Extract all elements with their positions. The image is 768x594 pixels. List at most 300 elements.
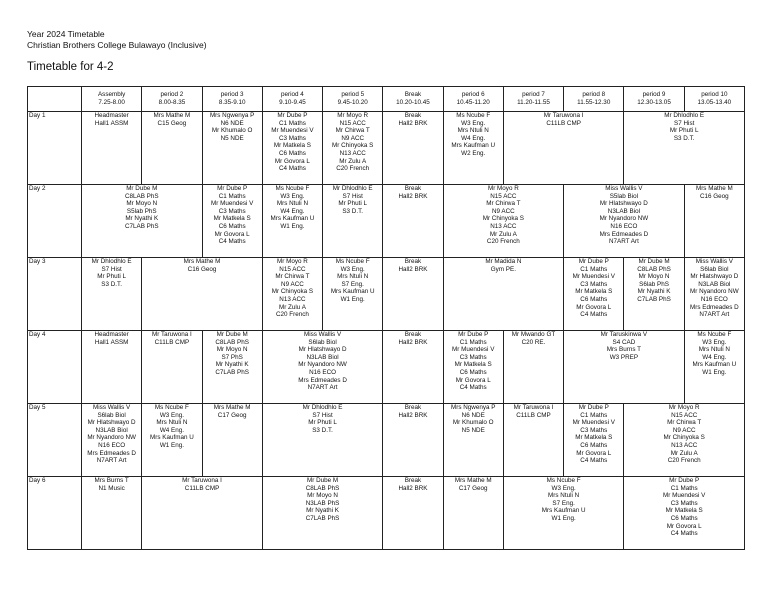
lesson-line: C6 Maths <box>278 149 306 157</box>
lesson-line: C6 Maths <box>580 441 608 449</box>
lesson-line: N3LAB PhS <box>305 499 340 507</box>
lesson-cell <box>503 331 563 404</box>
lesson-line: Mr Moyo R <box>277 258 308 265</box>
lesson-line: C11LB CMP <box>154 338 190 346</box>
lesson-line: C20 French <box>486 238 520 246</box>
period-time: 12.30-13.05 <box>637 99 671 106</box>
lesson-line: Mr Dhlodhlo E <box>332 185 373 192</box>
lesson-cell <box>564 404 624 477</box>
lesson-line: Mrs Edmeades D <box>599 230 649 238</box>
lesson-line: Mr Moyo N <box>638 273 670 281</box>
lesson-line: Mr Khumalo O <box>211 127 253 135</box>
lesson-line: Hall2 BRK <box>398 119 428 127</box>
lesson-cell <box>443 331 503 404</box>
period-name: period 9 <box>642 91 666 99</box>
lesson-line: N7ART Art <box>608 238 639 246</box>
period-name: period 5 <box>341 91 365 99</box>
lesson-line: Mr Dube P <box>217 185 248 192</box>
lesson-line: Mr Dube P <box>458 331 489 338</box>
lesson-cell <box>443 477 503 550</box>
lesson-line: W1 Eng. <box>280 222 305 230</box>
lesson-line: Mr Hlatshwayo D <box>690 273 739 281</box>
day-label: Day 2 <box>28 185 82 258</box>
lesson-cell <box>262 112 322 185</box>
lesson-cell <box>142 477 263 550</box>
lesson-line: Mr Nyathi K <box>637 288 671 296</box>
day-label: Day 1 <box>28 112 82 185</box>
lesson-line: Mrs Ntuli N <box>156 419 188 427</box>
lesson-cell <box>82 185 203 258</box>
period-header <box>142 87 202 112</box>
lesson-line: C8LAB PhS <box>305 484 340 492</box>
lesson-line: Mr Khumalo O <box>452 419 494 427</box>
day-row <box>28 185 745 258</box>
lesson-line: C16 Geog <box>187 265 217 273</box>
lesson-line: Mr Nyathi K <box>306 507 339 515</box>
lesson-line: Mrs Kaufman U <box>692 361 737 369</box>
lesson-line: C6 Maths <box>218 222 246 230</box>
lesson-cell <box>383 112 443 185</box>
lesson-line: N5 NDE <box>461 426 485 434</box>
lesson-line: Mr Govora L <box>214 230 250 238</box>
lesson-cell <box>684 331 744 404</box>
lesson-line: Break <box>404 258 422 265</box>
lesson-line: Miss Wallis V <box>303 331 342 338</box>
lesson-cell <box>262 331 383 404</box>
lesson-line: N7ART Art <box>96 457 127 465</box>
lesson-line: N6 NDE <box>461 411 485 419</box>
period-header <box>202 87 262 112</box>
lesson-line: N15 ACC <box>279 265 306 273</box>
lesson-line: Hall2 BRK <box>398 338 428 346</box>
lesson-cell <box>624 477 745 550</box>
lesson-line: Mr Moyo R <box>668 404 700 411</box>
lesson-line: Mr Matkela S <box>454 361 492 369</box>
period-name: period 2 <box>160 91 184 99</box>
period-name: Break <box>404 91 422 99</box>
period-name: period 8 <box>582 91 606 99</box>
lesson-line: Gym PE. <box>490 265 516 273</box>
lesson-line: S3 D.T. <box>673 134 695 142</box>
lesson-line: Ms Ncube F <box>546 477 581 484</box>
lesson-line: Mr Govora L <box>455 376 491 384</box>
lesson-line: Mr Phuti L <box>669 127 699 135</box>
lesson-cell <box>202 404 262 477</box>
lesson-line: S7 Hist <box>342 192 363 200</box>
lesson-line: Mr Moyo N <box>216 346 248 354</box>
lesson-line: N3LAB Biol <box>607 207 640 215</box>
lesson-line: Mr Phuti L <box>97 273 126 281</box>
lesson-line: C3 Maths <box>580 280 608 288</box>
lesson-cell <box>503 404 563 477</box>
lesson-line: Mrs Ntuli N <box>548 492 580 500</box>
period-header <box>684 87 744 112</box>
lesson-line: N6 NDE <box>220 119 244 127</box>
lesson-cell <box>202 331 262 404</box>
lesson-line: N15 ACC <box>490 192 517 200</box>
lesson-line: Headmaster <box>94 331 129 338</box>
lesson-line: Mr Dube M <box>216 331 248 338</box>
lesson-line: W3 Eng. <box>340 265 365 273</box>
lesson-line: Mrs Edmeades D <box>87 449 136 457</box>
lesson-line: C1 Maths <box>459 338 487 346</box>
lesson-line: Mr Zulu A <box>339 157 367 165</box>
lesson-line: Break <box>404 331 422 338</box>
lesson-line: C7LAB PhS <box>637 295 671 303</box>
lesson-line: Mr Chinyoka S <box>663 434 705 442</box>
lesson-cell <box>323 258 383 331</box>
lesson-line: N16 ECO <box>98 441 126 449</box>
lesson-line: Mr Muendesi V <box>663 492 706 500</box>
lesson-cell <box>323 112 383 185</box>
lesson-line: C1 Maths <box>580 265 608 273</box>
lesson-line: Mr Nyathi K <box>125 215 159 223</box>
lesson-line: N16 ECO <box>700 295 728 303</box>
lesson-line: Mr Dube P <box>277 112 308 119</box>
lesson-line: C6 Maths <box>459 368 487 376</box>
lesson-line: N7ART Art <box>307 384 338 392</box>
lesson-cell <box>564 185 685 258</box>
lesson-line: Mr Nyandoro NW <box>690 288 739 296</box>
lesson-line: N5 NDE <box>220 134 244 142</box>
day-label: Day 6 <box>28 477 82 550</box>
lesson-line: C8LAB PhS <box>637 265 671 273</box>
lesson-line: Hall2 BRK <box>398 192 428 200</box>
lesson-line: Mr Matkela S <box>213 215 251 223</box>
lesson-line: Hall1 ASSM <box>94 119 129 127</box>
lesson-line: N3LAB Biol <box>698 280 731 288</box>
lesson-line: Mrs Ngwenya P <box>209 112 255 119</box>
lesson-line: Mr Muendesi V <box>572 273 615 281</box>
lesson-line: S6lab Biol <box>308 338 337 346</box>
school-name: Christian Brothers College Bulawayo (Inclusive) <box>27 40 207 50</box>
period-name: period 4 <box>281 91 304 99</box>
lesson-line: Mrs Kaufman U <box>330 288 375 296</box>
lesson-line: Ms Ncube F <box>275 185 310 192</box>
lesson-line: Mr Govora L <box>274 157 310 165</box>
lesson-line: Mrs Burns T <box>606 346 641 354</box>
day-row <box>28 112 745 185</box>
lesson-line: Mr Chirwa T <box>335 127 370 135</box>
lesson-line: Mr Dube M <box>638 258 670 265</box>
lesson-cell <box>82 331 142 404</box>
lesson-line: Ms Ncube F <box>154 404 189 411</box>
lesson-line: Mrs Kaufman U <box>270 215 315 223</box>
lesson-line: N9 ACC <box>491 207 515 215</box>
lesson-line: S7 Hist <box>674 119 695 127</box>
lesson-line: Mrs Mathe M <box>183 258 221 265</box>
lesson-line: Mr Taruskinwa V <box>600 331 648 338</box>
lesson-line: Mr Chinyoka S <box>482 215 524 223</box>
lesson-line: Mr Hlatshwayo D <box>87 419 136 427</box>
lesson-line: Mrs Kaufman U <box>150 434 194 442</box>
lesson-cell <box>82 477 142 550</box>
lesson-line: Mr Chirwa T <box>667 419 702 427</box>
lesson-line: Miss Wallis V <box>93 404 131 411</box>
lesson-line: S5lab Biol <box>609 192 639 200</box>
period-header <box>262 87 322 112</box>
lesson-line: Mr Matkela S <box>575 434 613 442</box>
lesson-line: Ms Ncube F <box>697 331 732 338</box>
lesson-line: Mrs Mathe M <box>213 404 251 411</box>
lesson-line: C1 Maths <box>580 411 608 419</box>
lesson-line: S5lab PhS <box>126 207 157 215</box>
period-time: 10.45-11.20 <box>456 99 490 106</box>
lesson-line: C6 Maths <box>580 295 608 303</box>
lesson-cell <box>383 258 443 331</box>
lesson-line: S6lab Biol <box>700 265 729 273</box>
lesson-line: Mr Zulu A <box>670 449 698 457</box>
day-label: Day 3 <box>28 258 82 331</box>
lesson-line: N9 ACC <box>341 134 365 142</box>
lesson-cell <box>383 185 443 258</box>
page-title: Timetable for 4-2 <box>27 61 114 73</box>
lesson-line: C11LB CMP <box>516 411 551 419</box>
lesson-line: Hall1 ASSM <box>94 338 129 346</box>
lesson-line: C7LAB PhS <box>305 514 340 522</box>
lesson-line: W3 Eng. <box>280 192 305 200</box>
lesson-line: C11LB CMP <box>546 119 581 127</box>
lesson-line: Mrs Mathe M <box>153 112 191 119</box>
lesson-line: Mr Muendesi V <box>452 346 495 354</box>
timetable-body <box>28 112 745 550</box>
lesson-line: N13 ACC <box>339 149 366 157</box>
lesson-line: Miss Wallis V <box>605 185 643 192</box>
period-header <box>323 87 383 112</box>
lesson-line: C1 Maths <box>278 119 306 127</box>
lesson-line: W3 Eng. <box>702 338 727 346</box>
lesson-line: W4 Eng. <box>280 207 305 215</box>
lesson-line: C20 French <box>336 165 370 173</box>
lesson-line: C20 French <box>275 311 309 319</box>
period-time: 11.20-11.55 <box>517 99 550 106</box>
lesson-line: Mr Matkela S <box>273 142 311 150</box>
lesson-line: Mr Madida N <box>485 258 522 265</box>
lesson-line: Ms Ncube F <box>335 258 370 265</box>
period-header <box>443 87 503 112</box>
period-name: period 3 <box>220 91 244 99</box>
period-name: period 6 <box>461 91 485 99</box>
lesson-line: Mrs Mathe M <box>695 185 733 192</box>
lesson-line: S7 Hist <box>101 265 122 273</box>
lesson-line: W3 Eng. <box>461 119 486 127</box>
lesson-line: Mrs Edmeades D <box>298 376 347 384</box>
day-row <box>28 258 745 331</box>
lesson-line: Mr Nyathi K <box>215 361 249 369</box>
lesson-cell <box>262 185 322 258</box>
lesson-line: C3 Maths <box>218 207 246 215</box>
lesson-line: Mr Dhlodhlo E <box>664 112 705 119</box>
lesson-line: Mr Moyo R <box>487 185 519 192</box>
lesson-line: C3 Maths <box>580 426 608 434</box>
period-time: 8.35-9.10 <box>218 99 246 106</box>
lesson-line: C17 Geog <box>217 411 247 419</box>
lesson-line: Mr Chinyoka S <box>332 142 374 150</box>
period-time: 10.20-10.45 <box>396 99 430 106</box>
lesson-line: C8LAB PhS <box>215 338 249 346</box>
lesson-line: Miss Wallis V <box>695 258 733 265</box>
period-name: period 10 <box>701 91 728 99</box>
period-name: period 7 <box>522 91 545 99</box>
lesson-cell <box>684 258 744 331</box>
lesson-cell <box>82 258 142 331</box>
period-header <box>82 87 142 112</box>
lesson-line: S6lab Biol <box>97 411 126 419</box>
lesson-cell <box>564 331 685 404</box>
lesson-line: Mr Moyo R <box>337 112 369 119</box>
lesson-line: Mrs Kaufman U <box>541 507 586 515</box>
lesson-line: Mrs Edmeades D <box>690 303 739 311</box>
lesson-line: N1 Music <box>98 484 125 492</box>
lesson-line: W1 Eng. <box>702 368 727 376</box>
lesson-cell <box>262 477 383 550</box>
lesson-line: Break <box>404 185 422 192</box>
lesson-line: S7 Hist <box>312 411 333 419</box>
period-header <box>383 87 443 112</box>
period-header <box>503 87 563 112</box>
lesson-line: Mrs Burns T <box>94 477 129 484</box>
lesson-line: S7 PhS <box>221 353 243 361</box>
lesson-line: Mr Zulu A <box>278 303 306 311</box>
lesson-line: Break <box>404 404 422 411</box>
lesson-line: N9 ACC <box>672 426 696 434</box>
lesson-line: Mrs Ntuli N <box>276 200 308 208</box>
lesson-line: N9 ACC <box>281 280 304 288</box>
lesson-cell <box>624 258 684 331</box>
lesson-line: C11LB CMP <box>184 484 220 492</box>
lesson-line: C4 Maths <box>580 311 608 319</box>
lesson-line: N3LAB Biol <box>95 426 128 434</box>
lesson-line: N15 ACC <box>339 119 366 127</box>
lesson-line: N13 ACC <box>490 222 517 230</box>
day-row <box>28 477 745 550</box>
lesson-line: Mr Dube P <box>578 404 609 411</box>
lesson-line: C3 Maths <box>278 134 306 142</box>
lesson-line: Headmaster <box>94 112 129 119</box>
lesson-cell <box>262 258 322 331</box>
lesson-line: Mr Dube M <box>126 185 158 192</box>
lesson-line: W3 Eng. <box>551 484 576 492</box>
lesson-cell <box>82 112 142 185</box>
lesson-line: Break <box>404 477 422 484</box>
lesson-cell <box>684 185 744 258</box>
lesson-line: N7ART Art <box>699 311 730 319</box>
lesson-line: C15 Geog <box>157 119 187 127</box>
lesson-line: C7LAB PhS <box>124 222 159 230</box>
lesson-line: Mr Phuti L <box>338 200 368 208</box>
lesson-line: Mr Moyo N <box>126 200 158 208</box>
lesson-line: C3 Maths <box>459 353 487 361</box>
lesson-line: C1 Maths <box>670 484 698 492</box>
lesson-line: Mr Govora L <box>576 303 612 311</box>
lesson-line: Mr Govora L <box>576 449 612 457</box>
timetable-grid <box>27 86 745 550</box>
lesson-line: S3 D.T. <box>101 280 122 288</box>
lesson-line: Mr Chirwa T <box>486 200 521 208</box>
lesson-line: Mr Phuti L <box>308 419 337 427</box>
lesson-cell <box>383 404 443 477</box>
lesson-line: Mr Chinyoka S <box>271 288 314 296</box>
lesson-line: Mr Muendesi V <box>210 200 254 208</box>
lesson-line: C6 Maths <box>670 514 698 522</box>
lesson-line: C7LAB PhS <box>215 368 249 376</box>
lesson-line: W4 Eng. <box>159 426 184 434</box>
lesson-line: Hall2 BRK <box>398 411 428 419</box>
lesson-cell <box>443 185 564 258</box>
lesson-line: Hall2 BRK <box>398 484 428 492</box>
lesson-cell <box>383 331 443 404</box>
lesson-line: C1 Maths <box>218 192 246 200</box>
lesson-line: C17 Geog <box>458 484 488 492</box>
lesson-line: S3 D.T. <box>342 207 364 215</box>
lesson-line: S4 CAD <box>612 338 636 346</box>
period-time: 7.25-8.00 <box>98 99 125 106</box>
period-time: 9.45-10.20 <box>337 99 368 106</box>
lesson-line: C4 Maths <box>580 457 608 465</box>
lesson-line: S7 Eng. <box>552 499 575 507</box>
lesson-line: C4 Maths <box>459 384 487 392</box>
lesson-line: C16 Geog <box>699 192 729 200</box>
lesson-line: W2 Eng. <box>461 149 486 157</box>
lesson-line: Mrs Mathe M <box>454 477 492 484</box>
lesson-line: Mr Hlatshwayo D <box>298 346 347 354</box>
lesson-line: W1 Eng. <box>340 295 365 303</box>
lesson-cell <box>503 112 624 185</box>
lesson-line: W4 Eng. <box>702 353 727 361</box>
lesson-line: Mr Nyandoro NW <box>298 361 347 369</box>
lesson-line: Mr Zulu A <box>489 230 517 238</box>
lesson-cell <box>202 185 262 258</box>
lesson-line: C4 Maths <box>670 530 698 538</box>
lesson-cell <box>202 112 262 185</box>
period-time: 11.55-12.30 <box>577 99 611 106</box>
lesson-cell <box>323 185 383 258</box>
lesson-line: Mrs Ntuli N <box>698 346 730 354</box>
lesson-line: Mr Dhlodhlo E <box>91 258 132 265</box>
lesson-cell <box>443 258 564 331</box>
lesson-line: W3 PREP <box>609 353 639 361</box>
lesson-line: Mr Taruwona I <box>513 404 554 411</box>
lesson-line: S7 Eng. <box>341 280 364 288</box>
lesson-line: Mrs Ntuli N <box>457 127 489 135</box>
lesson-cell <box>624 404 745 477</box>
lesson-cell <box>142 404 202 477</box>
lesson-cell <box>383 477 443 550</box>
lesson-line: C3 Maths <box>670 499 698 507</box>
lesson-line: N13 ACC <box>671 441 698 449</box>
lesson-line: Mr Matkela S <box>665 507 703 515</box>
lesson-line: W3 Eng. <box>159 411 184 419</box>
period-header <box>564 87 624 112</box>
period-header-row <box>28 87 745 112</box>
lesson-line: Mr Hlatshwayo D <box>599 200 648 208</box>
lesson-line: W4 Eng. <box>461 134 486 142</box>
lesson-line: C4 Maths <box>218 238 246 246</box>
lesson-line: Mr Dube P <box>669 477 700 484</box>
day-label: Day 5 <box>28 404 82 477</box>
period-time: 8.00-8.35 <box>158 99 186 106</box>
lesson-cell <box>624 112 745 185</box>
lesson-line: S6lab PhS <box>639 280 669 288</box>
lesson-line: Mr Dube P <box>578 258 609 265</box>
lesson-line: S3 D.T. <box>312 426 333 434</box>
timetable-year: Year 2024 Timetable <box>27 29 105 39</box>
lesson-line: Mr Dube M <box>306 477 339 484</box>
lesson-line: N3LAB Biol <box>306 353 339 361</box>
lesson-line: Mr Nyandoro NW <box>87 434 136 442</box>
period-name: Assembly <box>97 91 126 99</box>
lesson-line: Mr Taruwona I <box>182 477 222 484</box>
